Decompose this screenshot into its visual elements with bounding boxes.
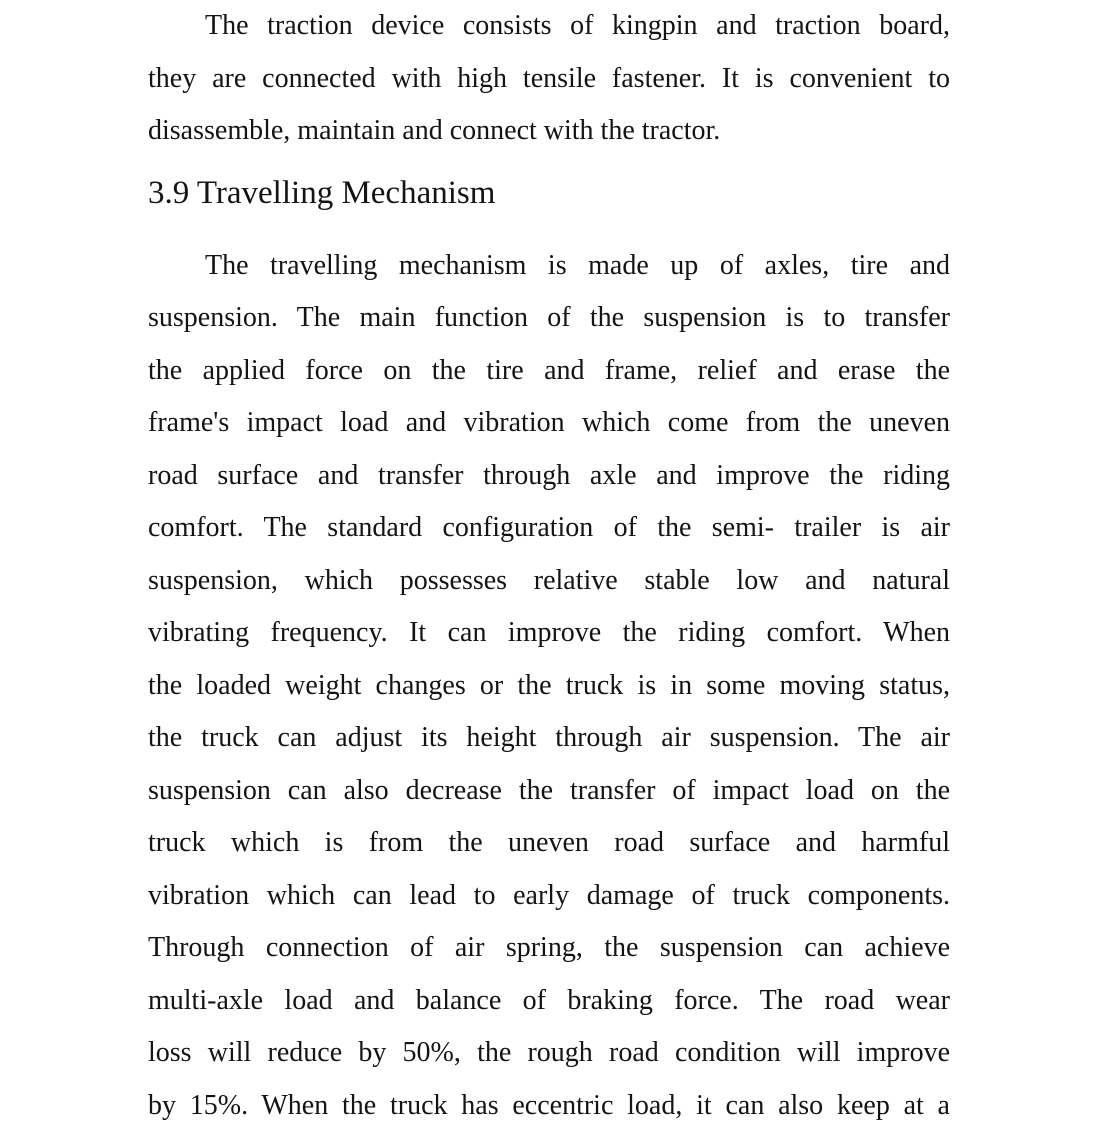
text-line: multi-axle load and balance of braking force. The road wear: [148, 975, 950, 1028]
text-line: vibration which can lead to early damage of truck components.: [148, 870, 950, 923]
text-line: The travelling mechanism is made up of axles, tire and: [148, 240, 950, 293]
text-line: suspension, which possesses relative stable low and natural: [148, 555, 950, 608]
text-line: the applied force on the tire and frame, relief and erase the: [148, 345, 950, 398]
text-line: truck which is from the uneven road surface and harmful: [148, 817, 950, 870]
text-line: the loaded weight changes or the truck is in some moving status,: [148, 660, 950, 713]
text-line: suspension. The main function of the suspension is to transfer: [148, 292, 950, 345]
paragraph-travelling-mechanism: [148, 240, 950, 1132]
text-line: suspension can also decrease the transfer of impact load on the: [148, 765, 950, 818]
text-line: comfort. The standard configuration of the semi- trailer is air: [148, 502, 950, 555]
text-line: the truck can adjust its height through air suspension. The air: [148, 712, 950, 765]
section-heading: 3.9 Travelling Mechanism: [148, 170, 950, 216]
text-line: vibrating frequency. It can improve the riding comfort. When: [148, 607, 950, 660]
text-line: disassemble, maintain and connect with the tractor.: [148, 105, 950, 158]
paragraph-traction-device: [148, 0, 950, 158]
text-line: by 15%. When the truck has eccentric load, it can also keep at a: [148, 1080, 950, 1132]
text-line: loss will reduce by 50%, the rough road condition will improve: [148, 1027, 950, 1080]
text-line: they are connected with high tensile fastener. It is convenient to: [148, 53, 950, 106]
text-line: road surface and transfer through axle and improve the riding: [148, 450, 950, 503]
text-line: Through connection of air spring, the suspension can achieve: [148, 922, 950, 975]
text-line: frame's impact load and vibration which come from the uneven: [148, 397, 950, 450]
text-line: The traction device consists of kingpin and traction board,: [148, 0, 950, 53]
